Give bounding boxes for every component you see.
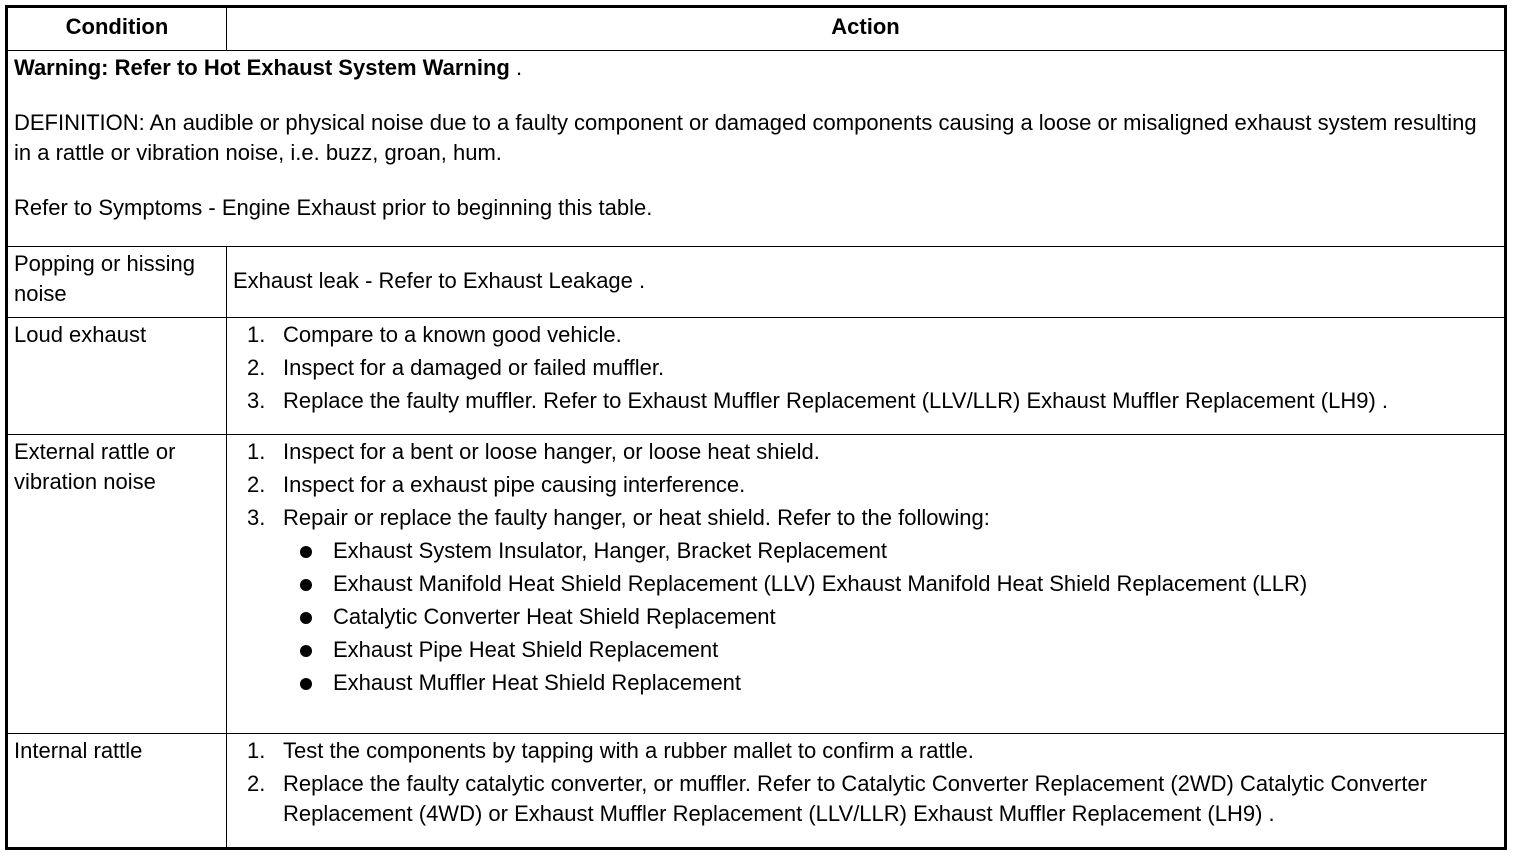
step-item: [233, 470, 1498, 500]
step-text: Test the components by tapping with a rubber mallet to confirm a rattle.: [283, 738, 974, 764]
step-item: [233, 736, 1498, 766]
reference-text: Catalytic Converter Heat Shield Replacement: [333, 603, 776, 629]
bullet-icon: [300, 579, 312, 591]
header-row: [7, 7, 1506, 51]
condition-cell: External rattle or vibration noise: [7, 434, 227, 733]
steps-list: [233, 320, 1498, 416]
bullet-icon: [300, 678, 312, 690]
refer-text: Refer to Symptoms - Engine Exhaust prior to beginning this table.: [14, 195, 653, 220]
step-text: Inspect for a damaged or failed muffler.: [283, 354, 665, 380]
reference-item: [283, 536, 1498, 566]
warning-text: Warning: Refer to Hot Exhaust System Warning: [14, 55, 510, 80]
warning-line: [14, 53, 1498, 83]
step-item: [233, 503, 1498, 698]
definition-text: DEFINITION: An audible or physical noise due to a faulty component or damaged components causing a loose or misaligned exhaust system resulting in a rattle or vibration noise, i.e. buzz, groan, hum.: [14, 110, 1477, 165]
step-text: Repair or replace the faulty hanger, or heat shield. Refer to the following:: [283, 504, 990, 530]
table-row: [7, 434, 1506, 733]
diagnostic-table: [5, 5, 1507, 850]
step-text: Inspect for a exhaust pipe causing interference.: [283, 471, 746, 497]
step-text: Compare to a known good vehicle.: [283, 321, 622, 347]
bullet-icon: [300, 645, 312, 657]
step-number: 1.: [247, 738, 266, 764]
step-text: Replace the faulty catalytic converter, or muffler. Refer to Catalytic Converter Replacement (2WD) Catalytic Converter Replacement (4WD) or Exhaust Muffler Replacement (LLV/LLR) Exhaust Muffler Replacement (LH9) .: [283, 771, 1428, 827]
reference-item: [283, 569, 1498, 599]
step-number: 3.: [247, 387, 266, 413]
condition-cell: Internal rattle: [7, 734, 227, 849]
action-header: Action: [227, 7, 1506, 51]
step-number: 2.: [247, 471, 266, 497]
intro-cell: [7, 51, 1506, 247]
bullet-icon: [300, 546, 312, 558]
reference-text: Exhaust System Insulator, Hanger, Bracket Replacement: [333, 537, 887, 563]
step-item: [233, 353, 1498, 383]
condition-header: Condition: [7, 7, 227, 51]
step-item: [233, 320, 1498, 350]
step-text: Inspect for a bent or loose hanger, or loose heat shield.: [283, 438, 820, 464]
step-number: 3.: [247, 504, 266, 530]
table-row: [7, 246, 1506, 317]
steps-list: [233, 736, 1498, 829]
step-text: Replace the faulty muffler. Refer to Exhaust Muffler Replacement (LLV/LLR) Exhaust Muffler Replacement (LH9) .: [283, 387, 1389, 413]
intro-row: [7, 51, 1506, 247]
reference-text: Exhaust Pipe Heat Shield Replacement: [333, 636, 719, 662]
reference-text: Exhaust Muffler Heat Shield Replacement: [333, 669, 742, 695]
step-number: 2.: [247, 354, 266, 380]
action-cell: [227, 317, 1506, 434]
step-item: [233, 437, 1498, 467]
action-cell: Exhaust leak - Refer to Exhaust Leakage .: [227, 246, 1506, 317]
table-row: [7, 317, 1506, 434]
condition-cell: Loud exhaust: [7, 317, 227, 434]
reference-list: [283, 536, 1498, 698]
step-item: [233, 386, 1498, 416]
warning-suffix: .: [509, 55, 523, 80]
reference-item: [283, 668, 1498, 698]
reference-text: Exhaust Manifold Heat Shield Replacement (LLV) Exhaust Manifold Heat Shield Replacement (LLR): [333, 570, 1308, 596]
reference-item: [283, 635, 1498, 665]
step-number: 1.: [247, 438, 266, 464]
action-cell: [227, 434, 1506, 733]
reference-item: [283, 602, 1498, 632]
steps-list: [233, 437, 1498, 698]
condition-cell: Popping or hissing noise: [7, 246, 227, 317]
table-row: [7, 734, 1506, 849]
step-number: 2.: [247, 771, 266, 797]
step-item: [233, 769, 1498, 829]
action-cell: [227, 734, 1506, 849]
step-number: 1.: [247, 321, 266, 347]
bullet-icon: [300, 612, 312, 624]
